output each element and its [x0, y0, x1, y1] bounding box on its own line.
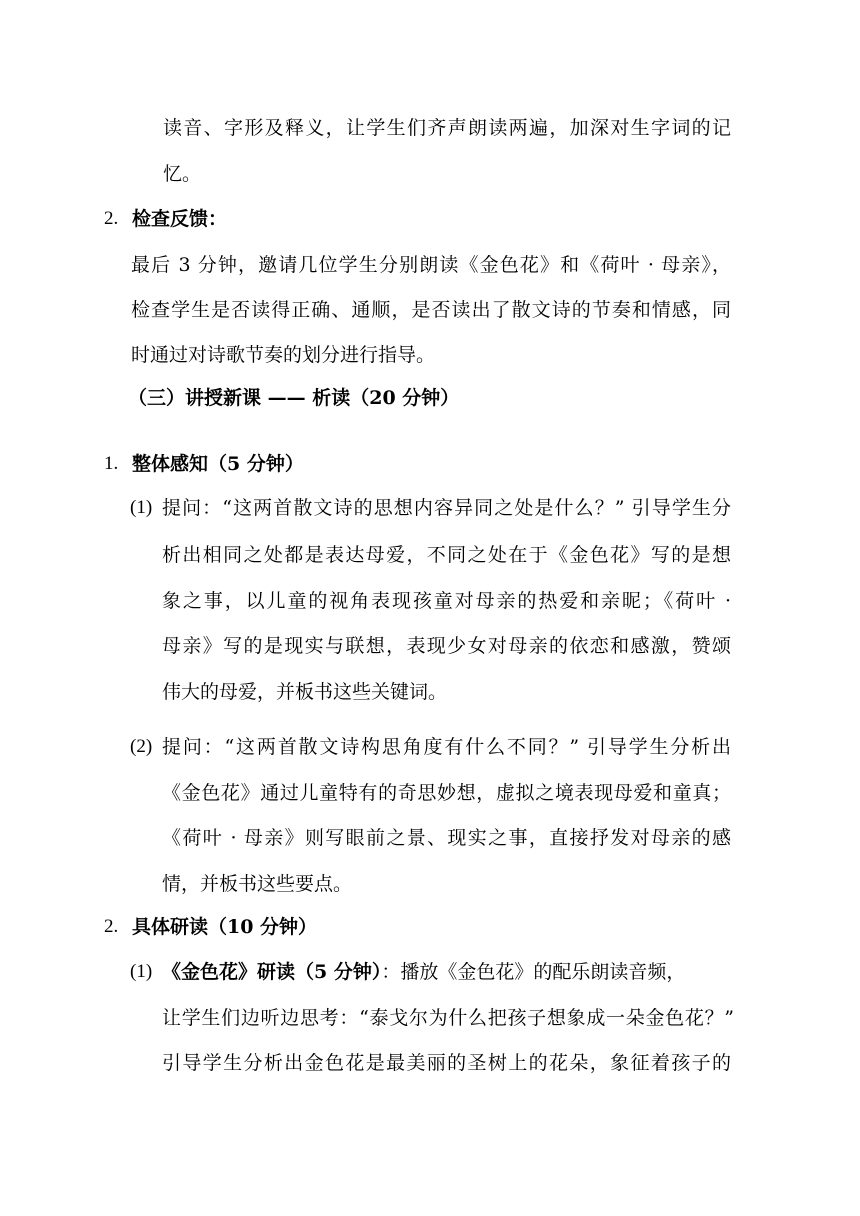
paragraph-line: 忆。 [163, 163, 202, 185]
list-number: 1. [104, 453, 119, 474]
paragraph-line: 读音、字形及释义，让学生们齐声朗读两遍，加深对生字词的记 [163, 117, 731, 139]
section-title: 具体研读（10 分钟） [132, 916, 318, 938]
sub-list-number: (2) [130, 736, 153, 757]
paragraph-line: 《金色花》通过儿童特有的奇思妙想，虚拟之境表现母爱和童真； [162, 782, 731, 804]
paragraph-line: 引导学生分析出金色花是最美丽的圣树上的花朵，象征着孩子的 [162, 1052, 731, 1074]
sub-list-number: (1) [130, 961, 153, 982]
paragraph-line: 《荷叶 · 母亲》则写眼前之景、现实之事，直接抒发对母亲的感 [162, 827, 731, 849]
section-title: 检查反馈： [132, 208, 228, 230]
section-title: 整体感知（5 分钟） [132, 453, 304, 475]
paragraph-line [162, 960, 731, 984]
paragraph-line: 检查学生是否读得正确、通顺，是否读出了散文诗的节奏和情感，同 [131, 299, 731, 321]
part-heading: （三）讲授新课 —— 析读（20 分钟） [128, 387, 460, 409]
paragraph-line: 提问：“这两首散文诗构思角度有什么不同？” 引导学生分析出 [162, 736, 731, 758]
sub-list-number: (1) [130, 497, 153, 518]
paragraph-line: 象之事，以儿童的视角表现孩童对母亲的热爱和亲昵；《荷叶 · [162, 590, 731, 612]
paragraph-line: 母亲》写的是现实与联想，表现少女对母亲的依恋和感激，赞颂 [162, 635, 731, 657]
paragraph-line: 伟大的母爱，并板书这些关键词。 [162, 681, 448, 703]
list-number: 2. [104, 916, 119, 937]
paragraph-line: 让学生们边听边思考：“泰戈尔为什么把孩子想象成一朵金色花？” [162, 1007, 734, 1029]
paragraph-line: 最后 3 分钟，邀请几位学生分别朗读《金色花》和《荷叶 · 母亲》， [131, 254, 731, 276]
paragraph-line: 时通过对诗歌节奏的划分进行指导。 [131, 344, 436, 366]
paragraph-line: 提问：“这两首散文诗的思想内容异同之处是什么？” 引导学生分 [162, 497, 731, 519]
paragraph-line: 情，并板书这些要点。 [162, 873, 353, 895]
paragraph-line: 析出相同之处都是表达母爱，不同之处在于《金色花》写的是想 [162, 544, 731, 566]
subsection-title: 《金色花》研读（5 分钟） [162, 961, 382, 983]
list-number: 2. [104, 208, 119, 229]
paragraph-text: ：播放《金色花》的配乐朗读音频， [381, 961, 686, 983]
